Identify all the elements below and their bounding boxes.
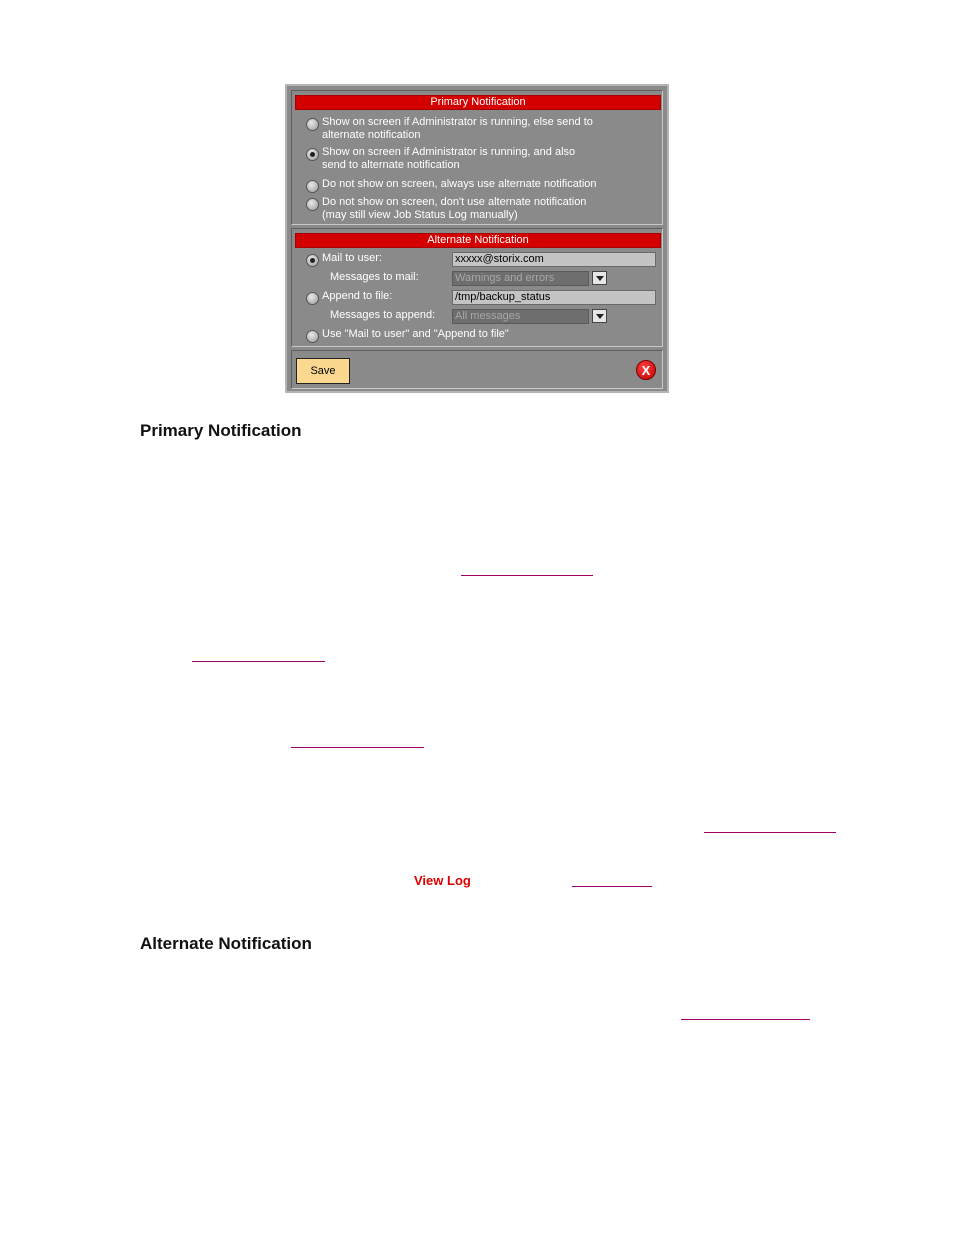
- hyperlink-underline[interactable]: [291, 747, 424, 748]
- messages-to-append-select[interactable]: All messages: [452, 309, 589, 324]
- mail-to-user-label: Mail to user:: [322, 252, 382, 264]
- messages-to-mail-select[interactable]: Warnings and errors: [452, 271, 589, 286]
- primary-notification-heading: Primary Notification: [140, 421, 302, 440]
- alternate-notification-panel: [291, 228, 663, 347]
- radio-button-checked[interactable]: [306, 254, 319, 267]
- primary-option-3-line1: Do not show on screen, always use alternate notification: [322, 178, 597, 190]
- primary-option-2-line1: Show on screen if Administrator is running, and also: [322, 146, 576, 158]
- radio-button[interactable]: [306, 180, 319, 193]
- append-to-file-option[interactable]: [306, 290, 392, 303]
- use-both-option[interactable]: [306, 328, 509, 341]
- hyperlink-underline[interactable]: [681, 1019, 810, 1020]
- primary-option-4-line1: Do not show on screen, don't use alternate notification: [322, 196, 587, 208]
- radio-button[interactable]: [306, 198, 319, 211]
- chevron-down-icon[interactable]: [592, 271, 607, 285]
- hyperlink-underline[interactable]: [461, 575, 593, 576]
- alternate-notification-heading: Alternate Notification: [140, 934, 312, 953]
- primary-option-4[interactable]: [306, 196, 586, 222]
- notification-dialog: [285, 84, 669, 393]
- chevron-down-icon[interactable]: [592, 309, 607, 323]
- primary-option-1-line1: Show on screen if Administrator is running, else send to: [322, 116, 593, 128]
- primary-option-4-line2: (may still view Job Status Log manually): [322, 209, 518, 221]
- radio-button[interactable]: [306, 292, 319, 305]
- primary-option-1-line2: alternate notification: [322, 129, 421, 141]
- save-button[interactable]: Save: [296, 358, 350, 384]
- primary-option-2-line2: send to alternate notification: [322, 159, 460, 171]
- append-to-file-label: Append to file:: [322, 290, 393, 302]
- use-both-label: Use "Mail to user" and "Append to file": [322, 328, 509, 340]
- hyperlink-underline[interactable]: [572, 886, 652, 887]
- mail-to-user-option[interactable]: [306, 252, 382, 265]
- alternate-notification-header: Alternate Notification: [295, 233, 661, 248]
- messages-to-mail-label: Messages to mail:: [330, 271, 419, 283]
- radio-button-checked[interactable]: [306, 148, 319, 161]
- messages-to-append-label: Messages to append:: [330, 309, 436, 321]
- radio-button[interactable]: [306, 330, 319, 343]
- hyperlink-underline[interactable]: [704, 832, 836, 833]
- view-log-text: View Log: [414, 873, 471, 888]
- mail-to-user-input[interactable]: xxxxx@storix.com: [452, 252, 656, 267]
- primary-notification-header: Primary Notification: [295, 95, 661, 110]
- primary-option-1[interactable]: [306, 116, 593, 142]
- primary-notification-panel: [291, 90, 663, 225]
- primary-option-2[interactable]: [306, 146, 575, 172]
- radio-button[interactable]: [306, 118, 319, 131]
- hyperlink-underline[interactable]: [192, 661, 325, 662]
- close-icon[interactable]: X: [636, 360, 656, 380]
- append-to-file-input[interactable]: /tmp/backup_status: [452, 290, 656, 305]
- primary-option-3[interactable]: [306, 178, 597, 191]
